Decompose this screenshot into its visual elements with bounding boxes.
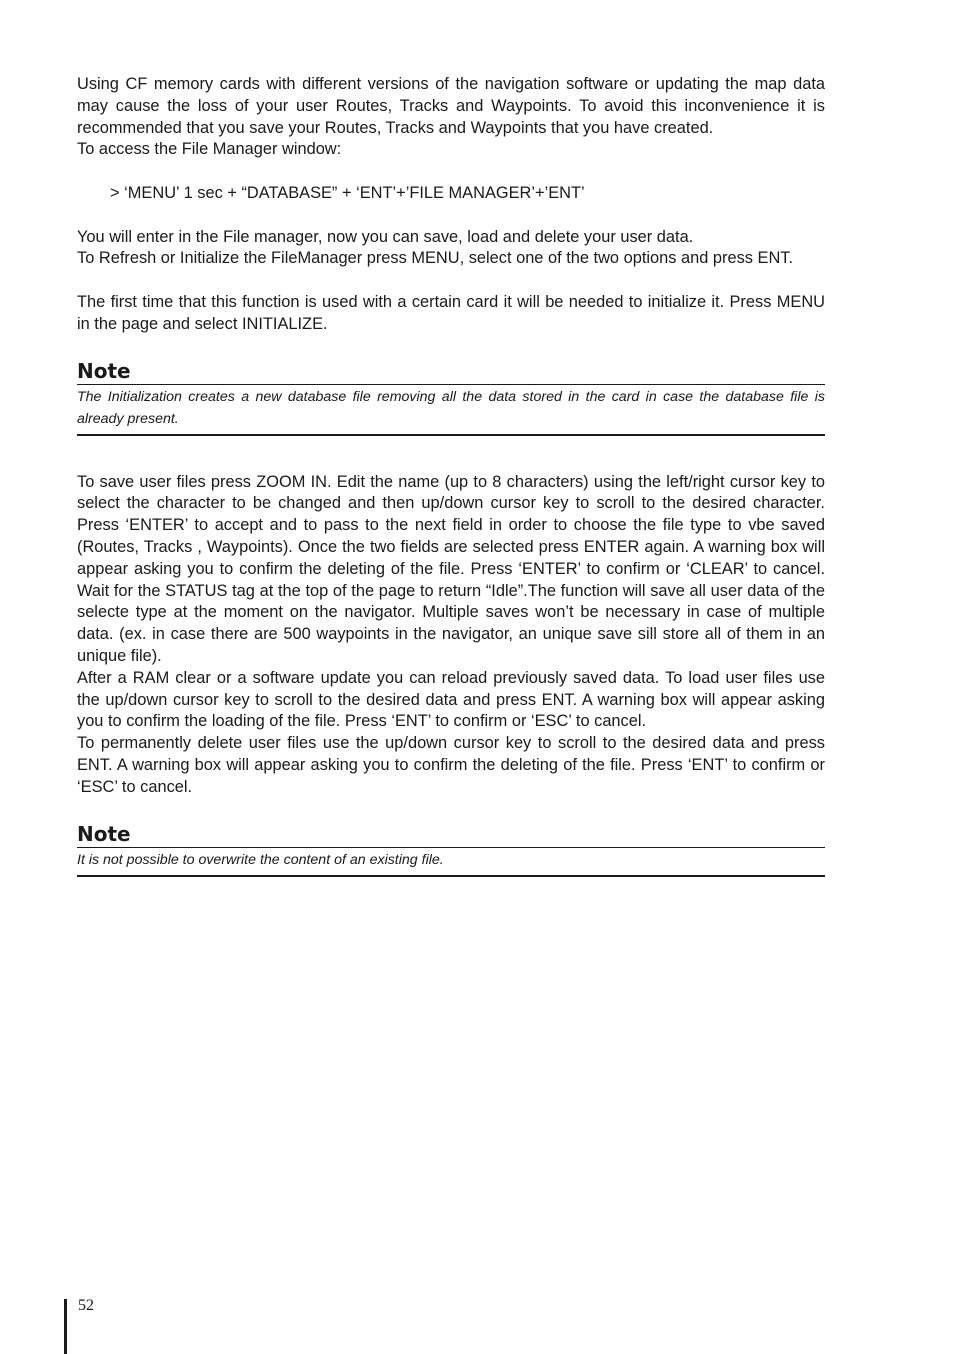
initialize-paragraph: The first time that this function is used with a certain card it will be needed to initialize it. Press MENU in the page and select INITIALIZE. <box>77 292 825 333</box>
intro-paragraph: Using CF memory cards with different versions of the navigation software or updating the map data may cause the loss of your user Routes, Tracks and Waypoints. To avoid this inconvenience it is recommended that you save your Routes, Tracks and Waypoints that you have created. <box>77 75 825 137</box>
access-instruction: To access the File Manager window: <box>77 140 342 159</box>
file-manager-paragraph: You will enter in the File manager, now you can save, load and delete your user data. <box>77 227 694 246</box>
spacer <box>77 205 825 227</box>
page-content <box>77 74 825 877</box>
spacer <box>77 161 825 183</box>
page-number: 52 <box>78 1297 94 1314</box>
delete-paragraph: To permanently delete user files use the up/down cursor key to scroll to the desired data and press ENT. A warning box will appear asking you to confirm the deleting of the file. Press ‘ENT’ to confirm or ‘ESC’ to cancel. <box>77 734 825 796</box>
save-paragraph: To save user files press ZOOM IN. Edit the name (up to 8 characters) using the left/right cursor key to select the character to be changed and then up/down cursor key to scroll to the desired character. Press ‘ENTER’ to accept and to pass to the next field in order to choose the file type to vbe saved (Routes, Tracks , Waypoints). Once the two fields are selected press ENTER again. A warning box will appear asking you to confirm the deleting of the file. Press ‘ENTER’ to confirm or ‘CLEAR’ to cancel. Wait for the STATUS tag at the top of the page to return “Idle”.The function will save all user data of the selecte type at the moment on the navigator. Multiple saves won’t be necessary in case of multiple data. (ex. in case there are 500 waypoints in the navigator, an unique save sill store all of them in an unique file). <box>77 472 825 665</box>
spacer <box>77 270 825 292</box>
page-margin-rule <box>64 1299 67 1354</box>
note-overwrite <box>77 821 825 877</box>
note-initialization <box>77 358 825 436</box>
load-paragraph: After a RAM clear or a software update you can reload previously saved data. To load user files use the up/down cursor key to scroll to the desired data and press ENT. A warning box will appear asking you to confirm the loading of the file. Press ‘ENT’ to confirm or ‘ESC’ to cancel. <box>77 668 825 731</box>
note-text: It is not possible to overwrite the content of an existing file. <box>77 849 825 877</box>
note-title: Note <box>77 821 825 848</box>
menu-command: > ‘MENU’ 1 sec + “DATABASE” + ‘ENT’+’FILE MANAGER’+’ENT’ <box>110 183 585 202</box>
spacer <box>77 436 825 472</box>
refresh-paragraph: To Refresh or Initialize the FileManager press MENU, select one of the two options and press ENT. <box>77 249 794 268</box>
note-text: The Initialization creates a new database file removing all the data stored in the card in case the database file is already present. <box>77 386 825 436</box>
note-title: Note <box>77 358 825 385</box>
